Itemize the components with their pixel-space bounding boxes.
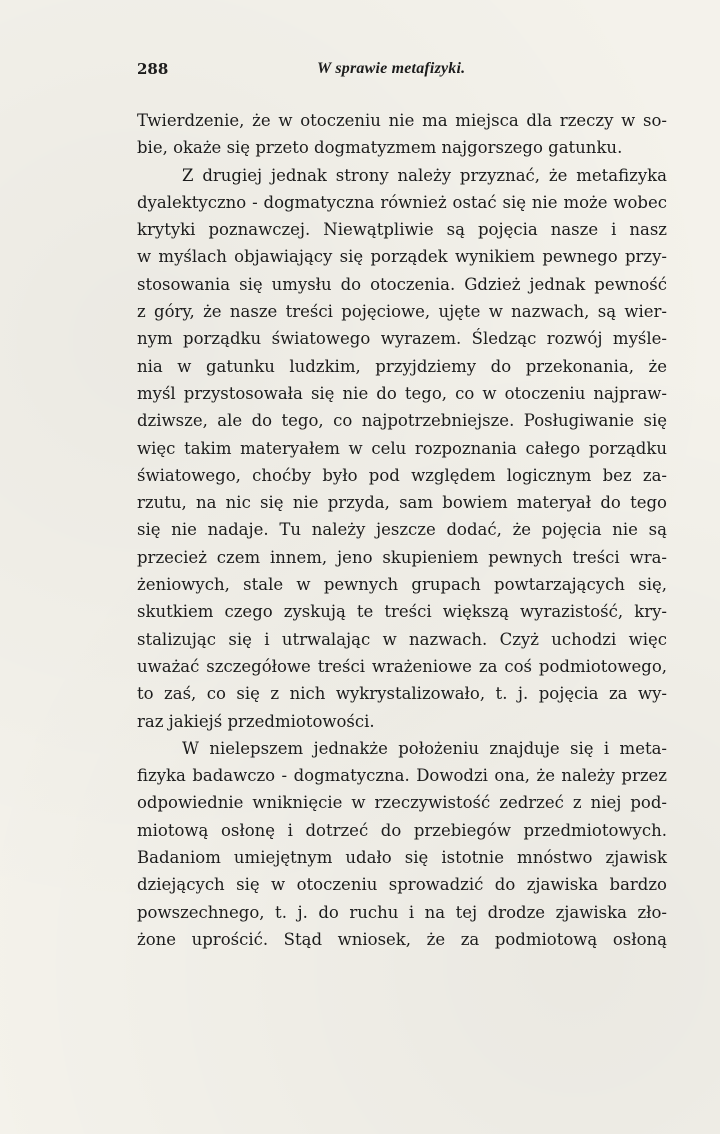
text-line: krytyki poznawczej. Niewątpliwie są pojęcia nasze i nasz bbox=[137, 220, 667, 240]
text-line: z góry, że nasze treści pojęciowe, ujęte w nazwach, są wier- bbox=[137, 302, 667, 322]
text-line: stosowania się umysłu do otoczenia. Gdzież jednak pewność bbox=[137, 274, 667, 294]
text-line: miotową osłonę i dotrzeć do przebiegów przedmiotowych. bbox=[137, 820, 667, 840]
text-line: Twierdzenie, że w otoczeniu nie ma miejsca dla rzeczy w so- bbox=[137, 111, 667, 130]
text-line: uważać szczegółowe treści wrażeniowe za coś podmiotowego, bbox=[137, 656, 667, 676]
body-text bbox=[137, 107, 667, 953]
text-line: żone uprościć. Stąd wniosek, że za podmiotową osłoną bbox=[137, 929, 667, 949]
text-line: dyalektyczno - dogmatyczna również ostać się nie może wobec bbox=[137, 192, 667, 212]
text-line: nym porządku światowego wyrazem. Śledząc rozwój myśle- bbox=[137, 329, 667, 349]
text-line: światowego, choćby było pod względem logicznym bez za- bbox=[137, 465, 667, 485]
text-line: skutkiem czego zyskują te treści większą wyrazistość, kry- bbox=[137, 602, 667, 622]
text-line: przecież czem innem, jeno skupieniem pewnych treści wra- bbox=[137, 547, 667, 567]
text-line: w myślach objawiający się porządek wynikiem pewnego przy- bbox=[137, 247, 667, 267]
text-line: się nie nadaje. Tu należy jeszcze dodać, że pojęcia nie są bbox=[137, 520, 667, 540]
text-line: nia w gatunku ludzkim, przyjdziemy do przekonania, że bbox=[137, 356, 667, 376]
text-line: bie, okaże się przeto dogmatyzmem najgorszego gatunku. bbox=[137, 138, 623, 158]
text-line: dziejących się w otoczeniu sprowadzić do zjawiska bardzo bbox=[137, 875, 667, 895]
page-header bbox=[137, 60, 667, 84]
text-line: raz jakiejś przedmiotowości. bbox=[137, 711, 375, 731]
text-line: więc takim materyałem w celu rozpoznania całego porządku bbox=[137, 438, 667, 458]
text-line: fizyka badawczo - dogmatyczna. Dowodzi ona, że należy przez bbox=[137, 766, 667, 786]
text-line: rzutu, na nic się nie przyda, sam bowiem materyał do tego bbox=[137, 493, 667, 513]
text-line: W nielepszem jednakże położeniu znajduje się i meta- bbox=[182, 738, 667, 758]
text-line: myśl przystosowała się nie do tego, co w otoczeniu najpraw- bbox=[137, 383, 667, 403]
running-title: W sprawie metafizyki. bbox=[317, 60, 466, 77]
page-number: 288 bbox=[137, 60, 169, 78]
text-line: Z drugiej jednak strony należy przyznać, że metafizyka bbox=[182, 165, 667, 185]
text-line: Badaniom umiejętnym udało się istotnie mnóstwo zjawisk bbox=[137, 848, 667, 868]
text-line: stalizując się i utrwalając w nazwach. Czyż uchodzi więc bbox=[137, 629, 667, 649]
text-line: powszechnego, t. j. do ruchu i na tej drodze zjawiska zło- bbox=[137, 902, 667, 922]
text-line: żeniowych, stale w pewnych grupach powtarzających się, bbox=[137, 575, 667, 595]
text-line: to zaś, co się z nich wykrystalizowało, t. j. pojęcia za wy- bbox=[137, 684, 667, 704]
text-line: odpowiednie wniknięcie w rzeczywistość zedrzeć z niej pod- bbox=[137, 793, 667, 813]
text-line: dziwsze, ale do tego, co najpotrzebniejsze. Posługiwanie się bbox=[137, 411, 667, 431]
